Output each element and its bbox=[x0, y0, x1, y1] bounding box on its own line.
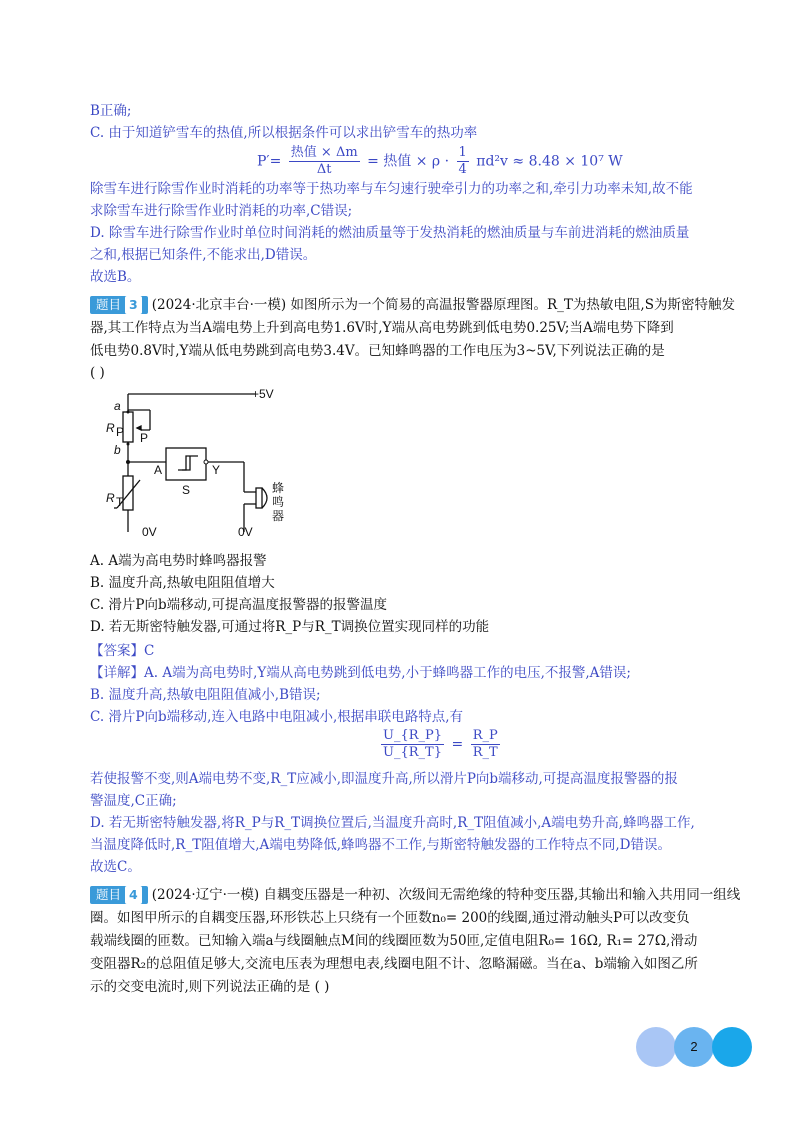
detail-line-7: 当温度降低时,R_T阻值增大,A端电势降低,蜂鸣器不工作,与斯密特触发器的工作特点不同,D错误。 bbox=[90, 837, 671, 853]
formula-lhs: P′= bbox=[257, 153, 282, 170]
question-3-stem-1: 题目 3 (2024·北京丰台·一模) 如图所示为一个简易的高温报警器原理图。R_T为热敏电阻,S为斯密特触发 bbox=[90, 294, 720, 316]
question-4-stem-5: 示的交变电流时,则下列说法正确的是 ( ) bbox=[90, 979, 330, 995]
detail-line-d: D. 若无斯密特触发器,将R_P与R_T调换位置后,当温度升高时,R_T阻值减小,A端电势升高,蜂鸣器工作, bbox=[90, 815, 695, 831]
voltage-ratio-formula bbox=[378, 728, 503, 761]
rt-label: R bbox=[106, 491, 115, 505]
slider-arrowhead bbox=[137, 426, 141, 430]
solution-line-d: D. 除雪车进行除雪作业时单位时间消耗的燃油质量等于发热消耗的燃油质量与车前进消耗的燃油质量 bbox=[90, 225, 690, 241]
answer-line bbox=[90, 640, 720, 662]
fraction-2-numerator: 1 bbox=[458, 145, 467, 160]
question-4-stem-2: 圈。如图甲所示的自耦变压器,环形铁芯上只绕有一个匝数n₀= 200的线圈,通过滑动触头P可以改变负 bbox=[90, 910, 690, 926]
formula-fraction-2 bbox=[457, 145, 469, 178]
option-a: A. A端为高电势时蜂鸣器报警 bbox=[90, 553, 267, 569]
rp-subscript: P bbox=[116, 425, 125, 439]
solution-conclusion: 故选B。 bbox=[90, 269, 141, 285]
solution-line-c: C. 由于知道铲雪车的热值,所以根据条件可以求出铲雪车的热功率 bbox=[90, 125, 478, 141]
node-b-label: b bbox=[114, 443, 121, 457]
question-3-stem-2: 器,其工作特点为当A端电势上升到高电势1.6V时,Y端从高电势跳到低电势0.25V;当A端电势下降到 bbox=[90, 320, 674, 336]
node-b-dot bbox=[127, 443, 130, 446]
slider-p-label: P bbox=[140, 431, 149, 445]
junction-dot bbox=[126, 460, 130, 464]
buzzer-label-3: 器 bbox=[272, 509, 285, 523]
detail-line-4: 若使报警不变,则A端电势不变,R_T应减小,即温度升高,所以滑片P向b端移动,可提高温度报警器的报 bbox=[90, 771, 678, 787]
page-decoration-circle-3 bbox=[712, 1027, 752, 1067]
buzzer-body bbox=[256, 488, 262, 508]
answer-tag: 【答案】 bbox=[90, 643, 144, 659]
output-dot bbox=[204, 460, 208, 464]
rp-label: R bbox=[106, 421, 115, 435]
output-y-label: Y bbox=[212, 463, 221, 477]
question-4-stem-1: 题目 4 (2024·辽宁·一模) 自耦变压器是一种初、次级间无需绝缘的特种变压器,其输出和输入共用同一组线 bbox=[90, 884, 720, 906]
detail-conclusion: 故选C。 bbox=[90, 859, 141, 875]
option-b: B. 温度升高,热敏电阻阻值增大 bbox=[90, 575, 275, 591]
detail-line-5: 警温度,C正确; bbox=[90, 793, 177, 809]
fraction-1-numerator: 热值 × Δm bbox=[290, 145, 358, 160]
fraction-2-denominator: 4 bbox=[458, 162, 467, 177]
rt-subscript: T bbox=[116, 495, 124, 509]
schmitt-symbol bbox=[178, 456, 198, 470]
question-3-stem-4: ( ) bbox=[90, 365, 105, 381]
resistance-fraction bbox=[471, 728, 500, 761]
buzzer-label-2: 鸣 bbox=[272, 495, 285, 509]
question-4-stem-3: 载端线圈的匝数。已知输入端a与线圈触点M间的线圈匝数为50匝,定值电阻R₀= 16Ω, R₁= 27Ω,滑动 bbox=[90, 933, 698, 949]
solution-line-3: 除雪车进行除雪作业时消耗的功率等于热功率与车匀速行驶牵引力的功率之和,牵引力功率未知,故不能 bbox=[90, 181, 693, 197]
page-decoration-circle-1 bbox=[636, 1027, 676, 1067]
node-a-label: a bbox=[114, 399, 121, 413]
potentiometer-rp bbox=[123, 412, 133, 442]
fraction-1-denominator: Δt bbox=[316, 162, 332, 177]
voltage-numerator: U_{R_P} bbox=[383, 728, 443, 743]
resistance-denominator: R_T bbox=[472, 745, 498, 760]
page-number: 2 bbox=[674, 1027, 714, 1067]
formula-middle: = 热值 × ρ · bbox=[367, 153, 450, 170]
node-a-dot bbox=[127, 411, 130, 414]
voltage-fraction bbox=[381, 728, 444, 761]
ratio-equals: = bbox=[451, 736, 464, 753]
solution-line-6: 之和,根据已知条件,不能求出,D错误。 bbox=[90, 247, 317, 263]
detail-tag: 【详解】 bbox=[90, 665, 144, 681]
option-c: C. 滑片P向b端移动,可提高温度报警器的报警温度 bbox=[90, 597, 387, 613]
solution-line-4: 求除雪车进行除雪作业时消耗的功率,C错误; bbox=[90, 203, 353, 219]
answer-value: C bbox=[144, 643, 155, 659]
alarm-circuit-diagram bbox=[90, 382, 320, 542]
formula-fraction-1 bbox=[289, 145, 360, 178]
trigger-s-label: S bbox=[182, 483, 191, 497]
buzzer-horn bbox=[262, 488, 267, 508]
voltage-denominator: U_{R_T} bbox=[383, 745, 442, 760]
plus-5v-label: +5V bbox=[252, 387, 274, 401]
detail-line-a: 【详解】A. A端为高电势时,Y端从高电势跳到低电势,小于蜂鸣器工作的电压,不报警,A错误; bbox=[90, 665, 631, 681]
question-3-badge: 题目 3 bbox=[90, 296, 148, 314]
heat-power-formula bbox=[257, 145, 623, 178]
thermistor-rt bbox=[123, 476, 133, 510]
detail-line-b: B. 温度升高,热敏电阻阻值减小,B错误; bbox=[90, 687, 321, 703]
question-4-badge: 题目 4 bbox=[90, 886, 148, 904]
ground-right-label: 0V bbox=[238, 525, 253, 539]
detail-line-c: C. 滑片P向b端移动,连入电路中电阻减小,根据串联电路特点,有 bbox=[90, 709, 464, 725]
option-d: D. 若无斯密特触发器,可通过将R_P与R_T调换位置实现同样的功能 bbox=[90, 619, 490, 635]
question-3-stem-3: 低电势0.8V时,Y端从低电势跳到高电势3.4V。已知蜂鸣器的工作电压为3~5V,下列说法正确的是 bbox=[90, 343, 665, 359]
resistance-numerator: R_P bbox=[472, 728, 498, 743]
ground-left-label: 0V bbox=[142, 525, 157, 539]
solution-line-b-correct: B正确; bbox=[90, 103, 132, 119]
input-a-label: A bbox=[154, 463, 163, 477]
buzzer-label-1: 蜂 bbox=[272, 481, 285, 495]
question-4-stem-4: 变阻器R₂的总阻值足够大,交流电压表为理想电表,线圈电阻不计、忽略漏磁。当在a、b端输入如图乙所 bbox=[90, 956, 698, 972]
formula-rhs: πd²v ≈ 8.48 × 10⁷ W bbox=[476, 153, 623, 170]
